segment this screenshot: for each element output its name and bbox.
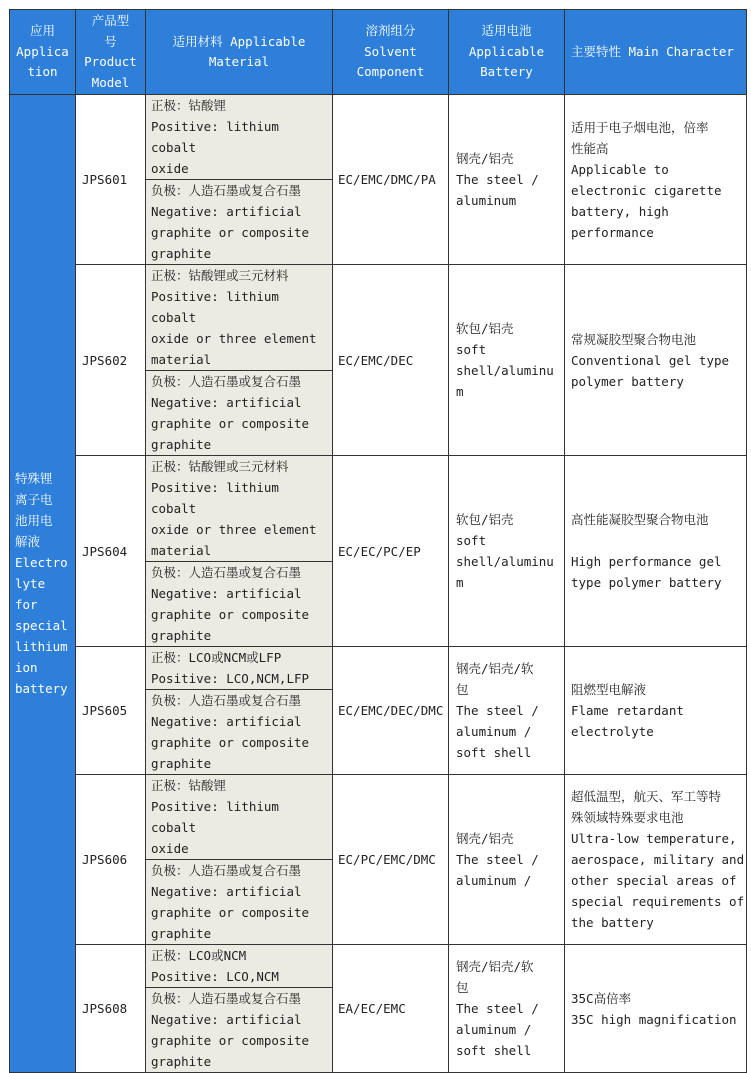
negative-material	[146, 987, 332, 1072]
material-line: Negative: artificial	[151, 1012, 302, 1027]
character-line: Conventional gel type	[571, 352, 730, 368]
solvent-cell: EC/EC/PC/EP	[333, 456, 449, 647]
negative-material	[146, 859, 332, 944]
battery-cell	[449, 456, 565, 647]
battery-line: The steel /	[456, 703, 539, 718]
material-line: 负极：人造石墨或复合石墨	[151, 991, 302, 1006]
material-cell	[146, 95, 333, 265]
battery-line: soft shell	[456, 1043, 532, 1058]
material-line: Negative: artificial	[151, 586, 302, 601]
battery-line: 钢壳/铝壳/软	[456, 959, 534, 974]
material-line: Positive: LCO,NCM	[151, 969, 279, 984]
material-line: 正极：钴酸锂	[151, 98, 227, 113]
material-cell	[146, 945, 333, 1073]
battery-line: 包	[456, 682, 469, 697]
character-line: Ultra-low temperature,	[571, 831, 737, 846]
product-model-cell: JPS601	[76, 95, 146, 265]
application-line: for	[15, 597, 38, 612]
material-line: 负极：人造石墨或复合石墨	[151, 693, 302, 708]
solvent-cell: EC/EMC/DEC/DMC	[333, 647, 449, 775]
battery-line: The steel /	[456, 172, 539, 187]
battery-line: m	[456, 575, 464, 590]
application-line: lyte	[15, 576, 46, 591]
header-battery: 适用电池 Applicable Battery	[449, 10, 565, 95]
battery-line: soft	[456, 342, 487, 357]
application-cell	[10, 95, 76, 1073]
table-row	[10, 945, 747, 1073]
character-cell	[565, 95, 747, 265]
material-line: 正极：LCO或NCM或LFP	[151, 650, 282, 665]
character-line: 35C高倍率	[571, 990, 632, 1006]
material-line: oxide	[151, 841, 189, 856]
table-row	[10, 775, 747, 945]
battery-line: soft	[456, 533, 487, 548]
positive-material	[151, 265, 328, 370]
material-line: 正极：钴酸锂或三元材料	[151, 268, 289, 283]
product-model-cell: JPS606	[76, 775, 146, 945]
product-model-cell: JPS602	[76, 265, 146, 456]
material-line: graphite	[151, 756, 212, 771]
application-line: 解液	[15, 534, 41, 549]
material-cell	[146, 647, 333, 775]
character-line: the battery	[571, 915, 654, 930]
battery-line: m	[456, 384, 464, 399]
character-line: 适用于电子烟电池，倍率	[571, 119, 709, 135]
application-line: ion	[15, 660, 38, 675]
negative-material	[146, 179, 332, 264]
battery-cell	[449, 945, 565, 1073]
battery-cell	[449, 265, 565, 456]
material-cell	[146, 775, 333, 945]
character-cell	[565, 647, 747, 775]
character-line: Flame retardant	[571, 703, 684, 718]
character-line	[571, 530, 746, 551]
product-model-cell: JPS608	[76, 945, 146, 1073]
battery-cell	[449, 95, 565, 265]
character-line: special requirements of	[571, 894, 745, 909]
table-row	[10, 265, 747, 456]
material-line: 负极：人造石墨或复合石墨	[151, 863, 302, 878]
material-line: graphite	[151, 628, 212, 643]
application-line: 离子电	[15, 492, 53, 507]
material-line: Negative: artificial	[151, 204, 302, 219]
material-line: graphite or composite	[151, 225, 310, 240]
character-line: other special areas of	[571, 873, 737, 888]
character-line: 35C high magnification	[571, 1011, 737, 1027]
material-line: Positive: lithium cobalt	[151, 480, 279, 516]
material-line: Negative: artificial	[151, 884, 302, 899]
material-line: graphite	[151, 437, 212, 452]
material-line: material	[151, 543, 212, 558]
product-model-cell: JPS604	[76, 456, 146, 647]
battery-line: 钢壳/铝壳/软	[456, 661, 534, 676]
electrolyte-spec-table	[9, 9, 747, 1073]
material-line: Positive: lithium cobalt	[151, 289, 279, 325]
material-line: 负极：人造石墨或复合石墨	[151, 183, 302, 198]
material-line: 正极：钴酸锂	[151, 778, 227, 793]
positive-material	[151, 647, 328, 689]
solvent-cell: EC/EMC/DEC	[333, 265, 449, 456]
material-line: graphite or composite	[151, 905, 310, 920]
battery-line: 钢壳/铝壳	[456, 151, 514, 166]
material-line: graphite	[151, 246, 212, 261]
character-line: 阻燃型电解液	[571, 682, 647, 697]
application-line: lithium	[15, 639, 68, 654]
table-row	[10, 647, 747, 775]
negative-material	[146, 689, 332, 774]
character-line: performance	[571, 224, 654, 240]
battery-cell	[449, 775, 565, 945]
material-line: oxide or three element	[151, 522, 317, 537]
material-line: graphite	[151, 1054, 212, 1069]
character-cell	[565, 945, 747, 1073]
battery-line: 软包/铝壳	[456, 321, 514, 336]
header-row	[10, 10, 747, 95]
material-line: Positive: LCO,NCM,LFP	[151, 671, 310, 686]
character-line: 性能高	[571, 140, 609, 156]
positive-material	[151, 95, 328, 179]
material-line: graphite or composite	[151, 416, 310, 431]
header-material: 适用材料 Applicable Material	[146, 10, 333, 95]
material-line: oxide	[151, 161, 189, 176]
character-cell	[565, 775, 747, 945]
battery-line: 包	[456, 980, 469, 995]
battery-line: The steel /	[456, 1001, 539, 1016]
material-line: graphite or composite	[151, 607, 310, 622]
battery-line: aluminum /	[456, 1022, 532, 1037]
material-line: Negative: artificial	[151, 714, 302, 729]
application-line: battery	[15, 681, 68, 696]
battery-cell	[449, 647, 565, 775]
character-line: electrolyte	[571, 724, 654, 739]
character-line: type polymer battery	[571, 575, 722, 590]
header-application: 应用 Applica tion	[10, 10, 76, 95]
application-line: 特殊锂	[15, 471, 53, 486]
battery-line: shell/aluminu	[456, 363, 554, 378]
character-line: electronic cigarette	[571, 182, 722, 198]
battery-line: aluminum	[456, 193, 517, 208]
solvent-cell: EC/PC/EMC/DMC	[333, 775, 449, 945]
negative-material	[146, 561, 332, 646]
material-line: 正极：LCO或NCM	[151, 948, 247, 963]
header-character: 主要特性 Main Character	[565, 10, 747, 95]
character-line: Applicable to	[571, 161, 669, 177]
material-line: graphite or composite	[151, 735, 310, 750]
battery-line: The steel /	[456, 852, 539, 867]
material-line: material	[151, 352, 212, 367]
battery-line: 软包/铝壳	[456, 512, 514, 527]
material-line: oxide or three element	[151, 331, 317, 346]
material-line: Positive: lithium cobalt	[151, 799, 279, 835]
material-line: 负极：人造石墨或复合石墨	[151, 565, 302, 580]
positive-material	[151, 775, 328, 859]
battery-line: aluminum /	[456, 873, 532, 888]
character-line: 高性能凝胶型聚合物电池	[571, 512, 709, 527]
solvent-cell: EA/EC/EMC	[333, 945, 449, 1073]
character-line: polymer battery	[571, 373, 684, 389]
material-line: graphite	[151, 926, 212, 941]
character-cell	[565, 456, 747, 647]
character-line: High performance gel	[571, 554, 722, 569]
battery-line: aluminum /	[456, 724, 532, 739]
positive-material	[151, 456, 328, 561]
application-line: 池用电	[15, 513, 53, 528]
battery-line: soft shell	[456, 745, 532, 760]
material-line: 正极：钴酸锂或三元材料	[151, 459, 289, 474]
product-model-cell: JPS605	[76, 647, 146, 775]
material-line: Negative: artificial	[151, 395, 302, 410]
table-row	[10, 456, 747, 647]
solvent-cell: EC/EMC/DMC/PA	[333, 95, 449, 265]
character-line: 殊领域特殊要求电池	[571, 810, 684, 825]
material-cell	[146, 265, 333, 456]
negative-material	[146, 370, 332, 455]
character-line: 常规凝胶型聚合物电池	[571, 331, 697, 347]
battery-line: 钢壳/铝壳	[456, 831, 514, 846]
header-product-model: 产品型 号 Product Model	[76, 10, 146, 95]
character-cell	[565, 265, 747, 456]
application-line: special	[15, 618, 68, 633]
character-line: 超低温型，航天、军工等特	[571, 789, 722, 804]
battery-line: shell/aluminu	[456, 554, 554, 569]
table-row	[10, 95, 747, 265]
positive-material	[151, 945, 328, 987]
character-line: aerospace, military and	[571, 852, 745, 867]
character-line: battery, high	[571, 203, 669, 219]
header-solvent: 溶剂组分 Solvent Component	[333, 10, 449, 95]
application-line: Electro	[15, 555, 68, 570]
material-line: graphite or composite	[151, 1033, 310, 1048]
material-cell	[146, 456, 333, 647]
material-line: 负极：人造石墨或复合石墨	[151, 374, 302, 389]
material-line: Positive: lithium cobalt	[151, 119, 279, 155]
